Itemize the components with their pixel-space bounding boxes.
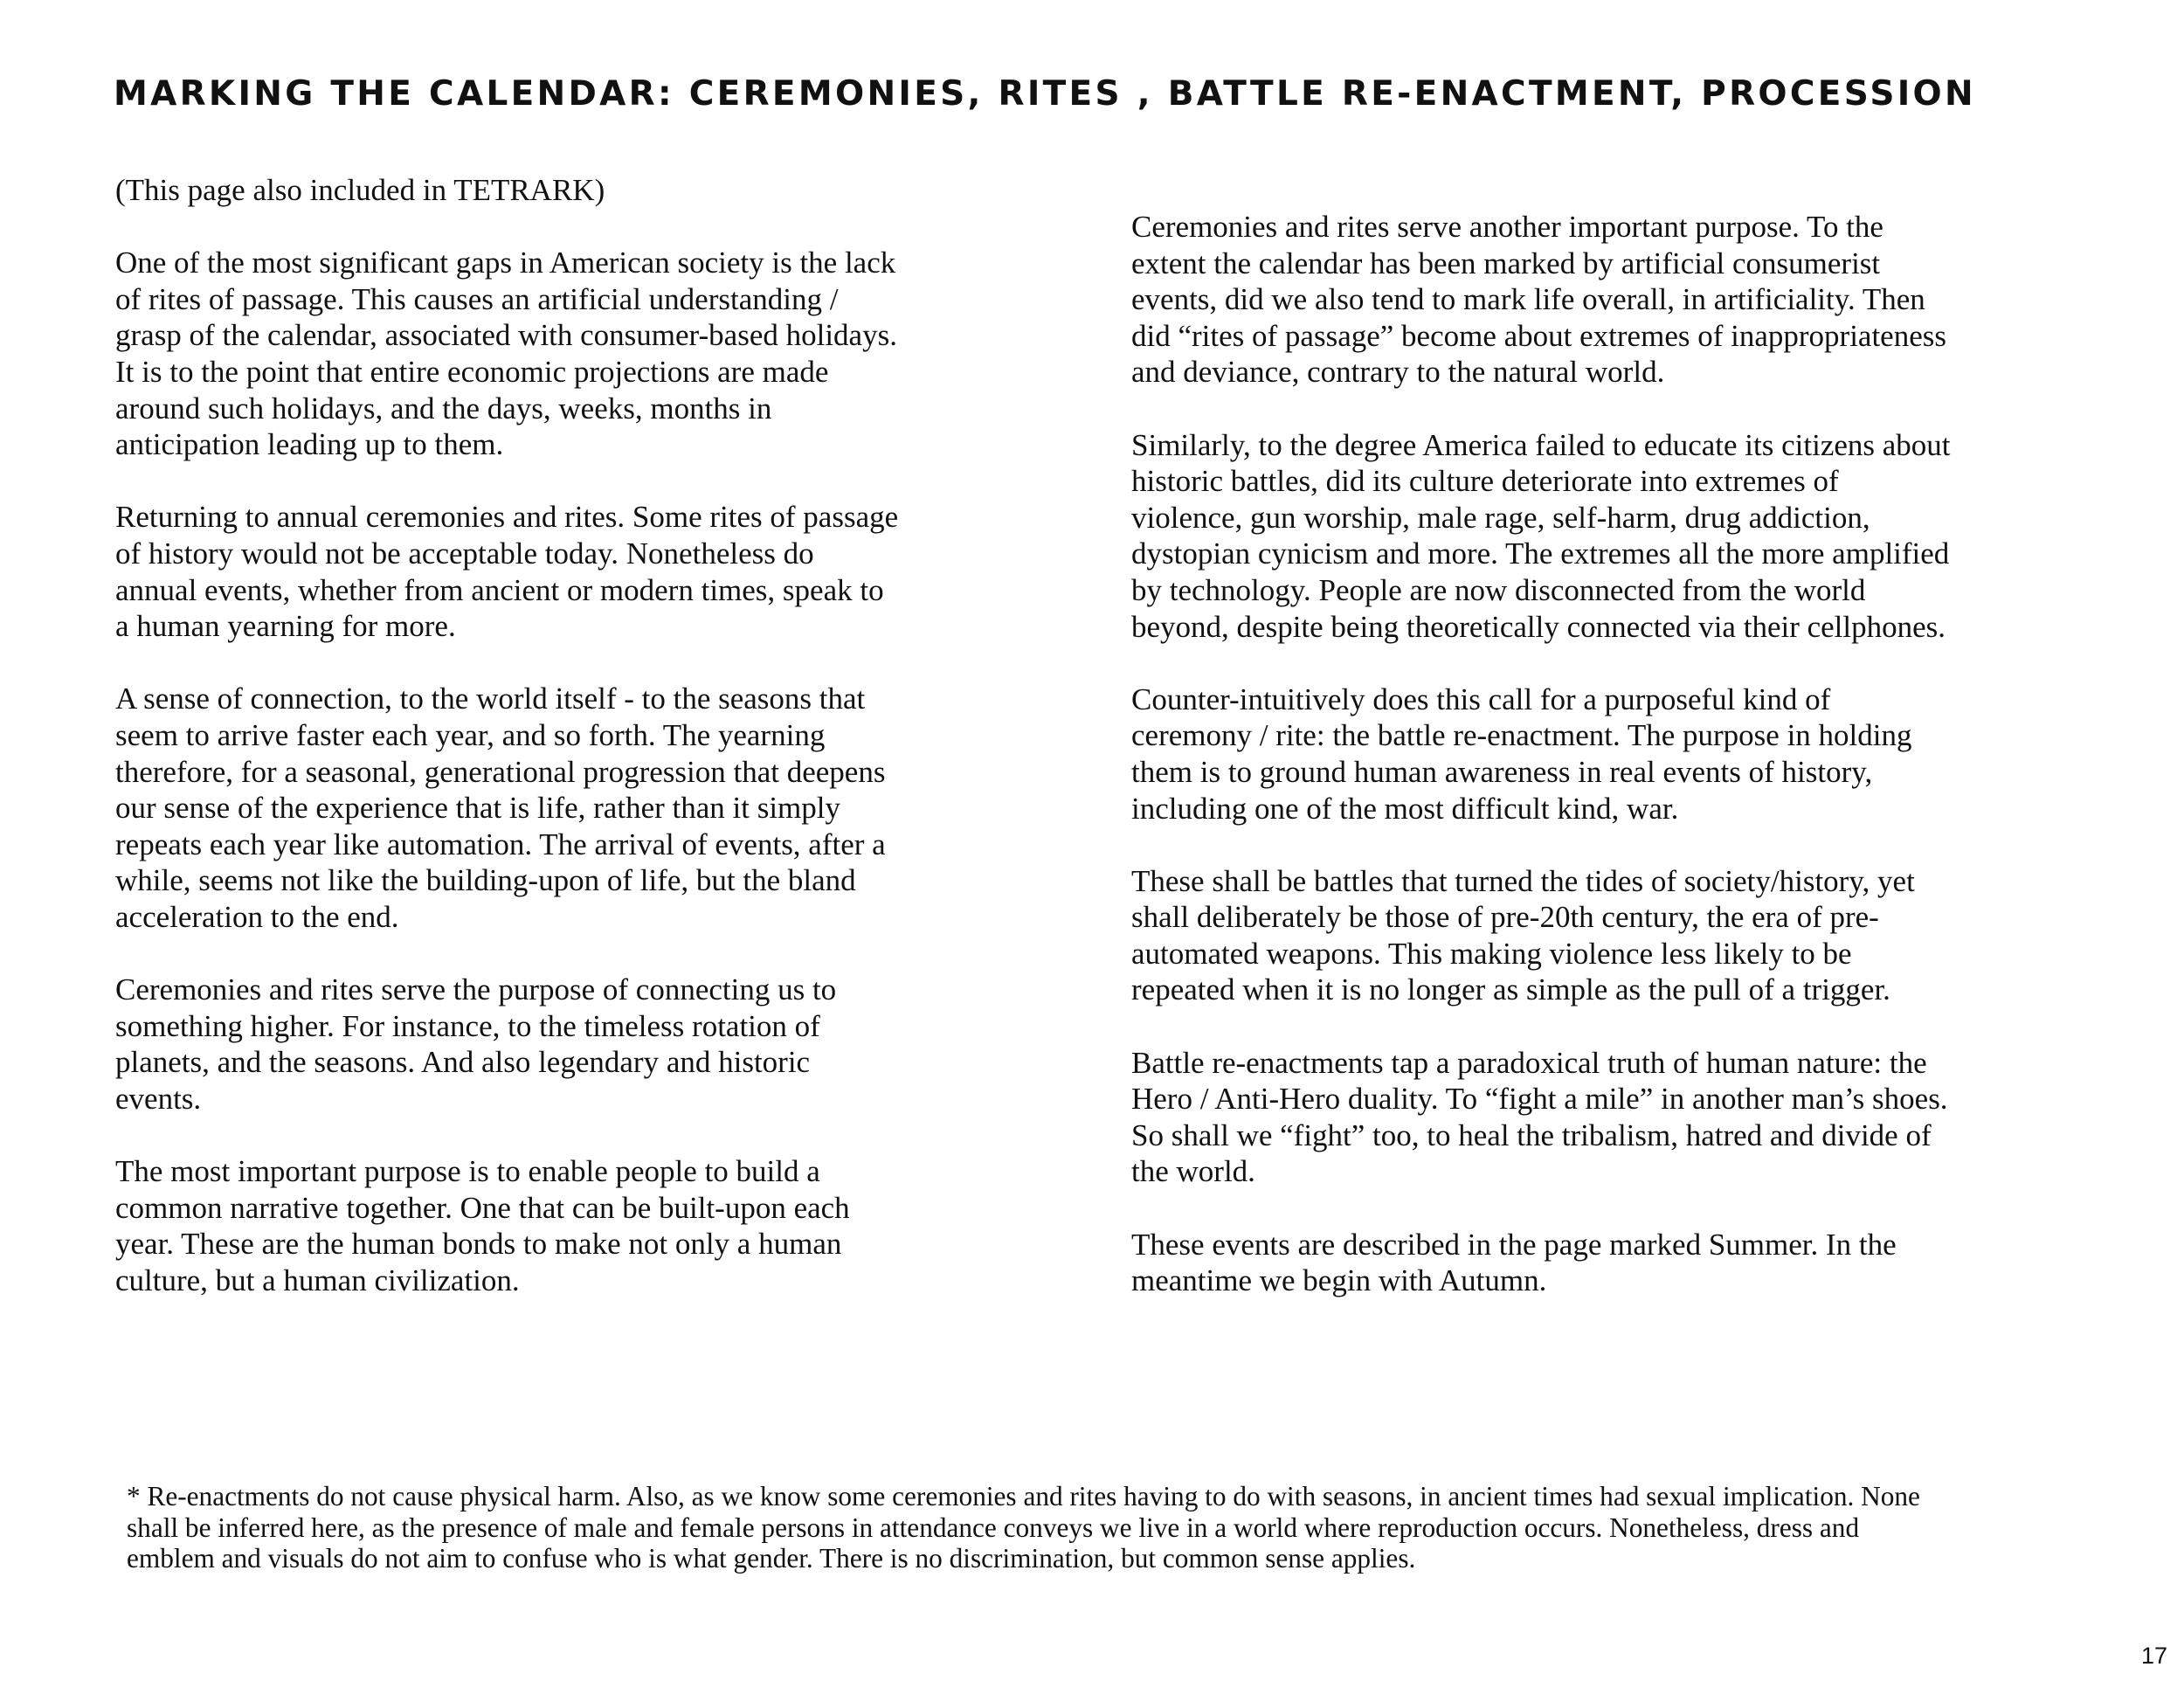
left-paragraph: One of the most significant gaps in American society is the lack of rites of passage. This causes an artificial understanding / grasp of the calendar, associated with consumer-based holidays. It is to the point that entire economic projections are made around such holidays, and the days, weeks, months in anticipation leading up to them. [115,246,897,462]
page-title: MARKING THE CALENDAR: CEREMONIES, RITES , BATTLE RE-ENACTMENT, PROCESSION [114,74,1976,114]
left-paragraph: Ceremonies and rites serve the purpose of connecting us to something higher. For instance, to the timeless rotation of planets, and the seasons. And also legendary and historic events. [115,972,837,1116]
left-paragraph: A sense of connection, to the world itself - to the seasons that seem to arrive faster each year, and so forth. The yearning therefore, for a seasonal, generational progression that deepens our sense of the experience that is life, rather than it simply repeats each year like automation. The arrival of events, after a while, seems not like the building-upon of life, but the bland acceleration to the end. [115,681,886,934]
footnote: * Re-enactments do not cause physical harm. Also, as we know some ceremonies and rites having to do with seasons, in ancient times had sexual implication. None shall be inferred here, as the presence of male and female persons in attendance conveys we live in a world where reproduction occurs. Nonetheless, dress and emblem and visuals do not aim to confuse who is what gender. There is no discrimination, but common sense applies. [127,1481,1920,1574]
right-paragraph: These shall be battles that turned the tides of society/history, yet shall deliberately be those of pre-20th century, the era of pre- automated weapons. This making violence less likely to be repeated when it is no longer as simple as the pull of a trigger. [1131,863,1915,1007]
left-paragraph: (This page also included in TETRARK) [115,173,605,207]
left-paragraph: The most important purpose is to enable people to build a common narrative together. One that can be built-upon each year. These are the human bonds to make not only a human culture, but a human civilization. [115,1154,850,1297]
page-number: 17 [2140,1643,2167,1669]
right-paragraph: Ceremonies and rites serve another important purpose. To the extent the calendar has been marked by artificial consumerist events, did we also tend to mark life overall, in artificiality. Then did “rites of passage” become about extremes of inappropriateness and deviance, contrary to the natural world. [1131,210,1946,390]
right-paragraph: Battle re-enactments tap a paradoxical truth of human nature: the Hero / Anti-Hero duality. To “fight a mile” in another man’s shoes. So shall we “fight” too, to heal the tribalism, hatred and divide of the world. [1131,1045,1948,1189]
left-column [115,172,998,1335]
right-paragraph: These events are described in the page marked Summer. In the meantime we begin with Autumn. [1131,1227,1897,1298]
right-paragraph: Similarly, to the degree America failed to educate its citizens about historic battles, did its culture deteriorate into extremes of violence, gun worship, male rage, self-harm, drug addiction, dystopian cynicism and more. The extremes all the more amplified by technology. People are now disconnected from the world beyond, despite being theoretically connected via their cellphones. [1131,427,1951,644]
right-column [1131,209,2014,1335]
right-paragraph: Counter-intuitively does this call for a purposeful kind of ceremony / rite: the battle re-enactment. The purpose in holding them is to ground human awareness in real events of history, including one of the most difficult kind, war. [1131,681,1912,826]
left-paragraph: Returning to annual ceremonies and rites. Some rites of passage of history would not be acceptable today. Nonetheless do annual events, whether from ancient or modern times, speak to a human yearning for more. [115,500,899,644]
